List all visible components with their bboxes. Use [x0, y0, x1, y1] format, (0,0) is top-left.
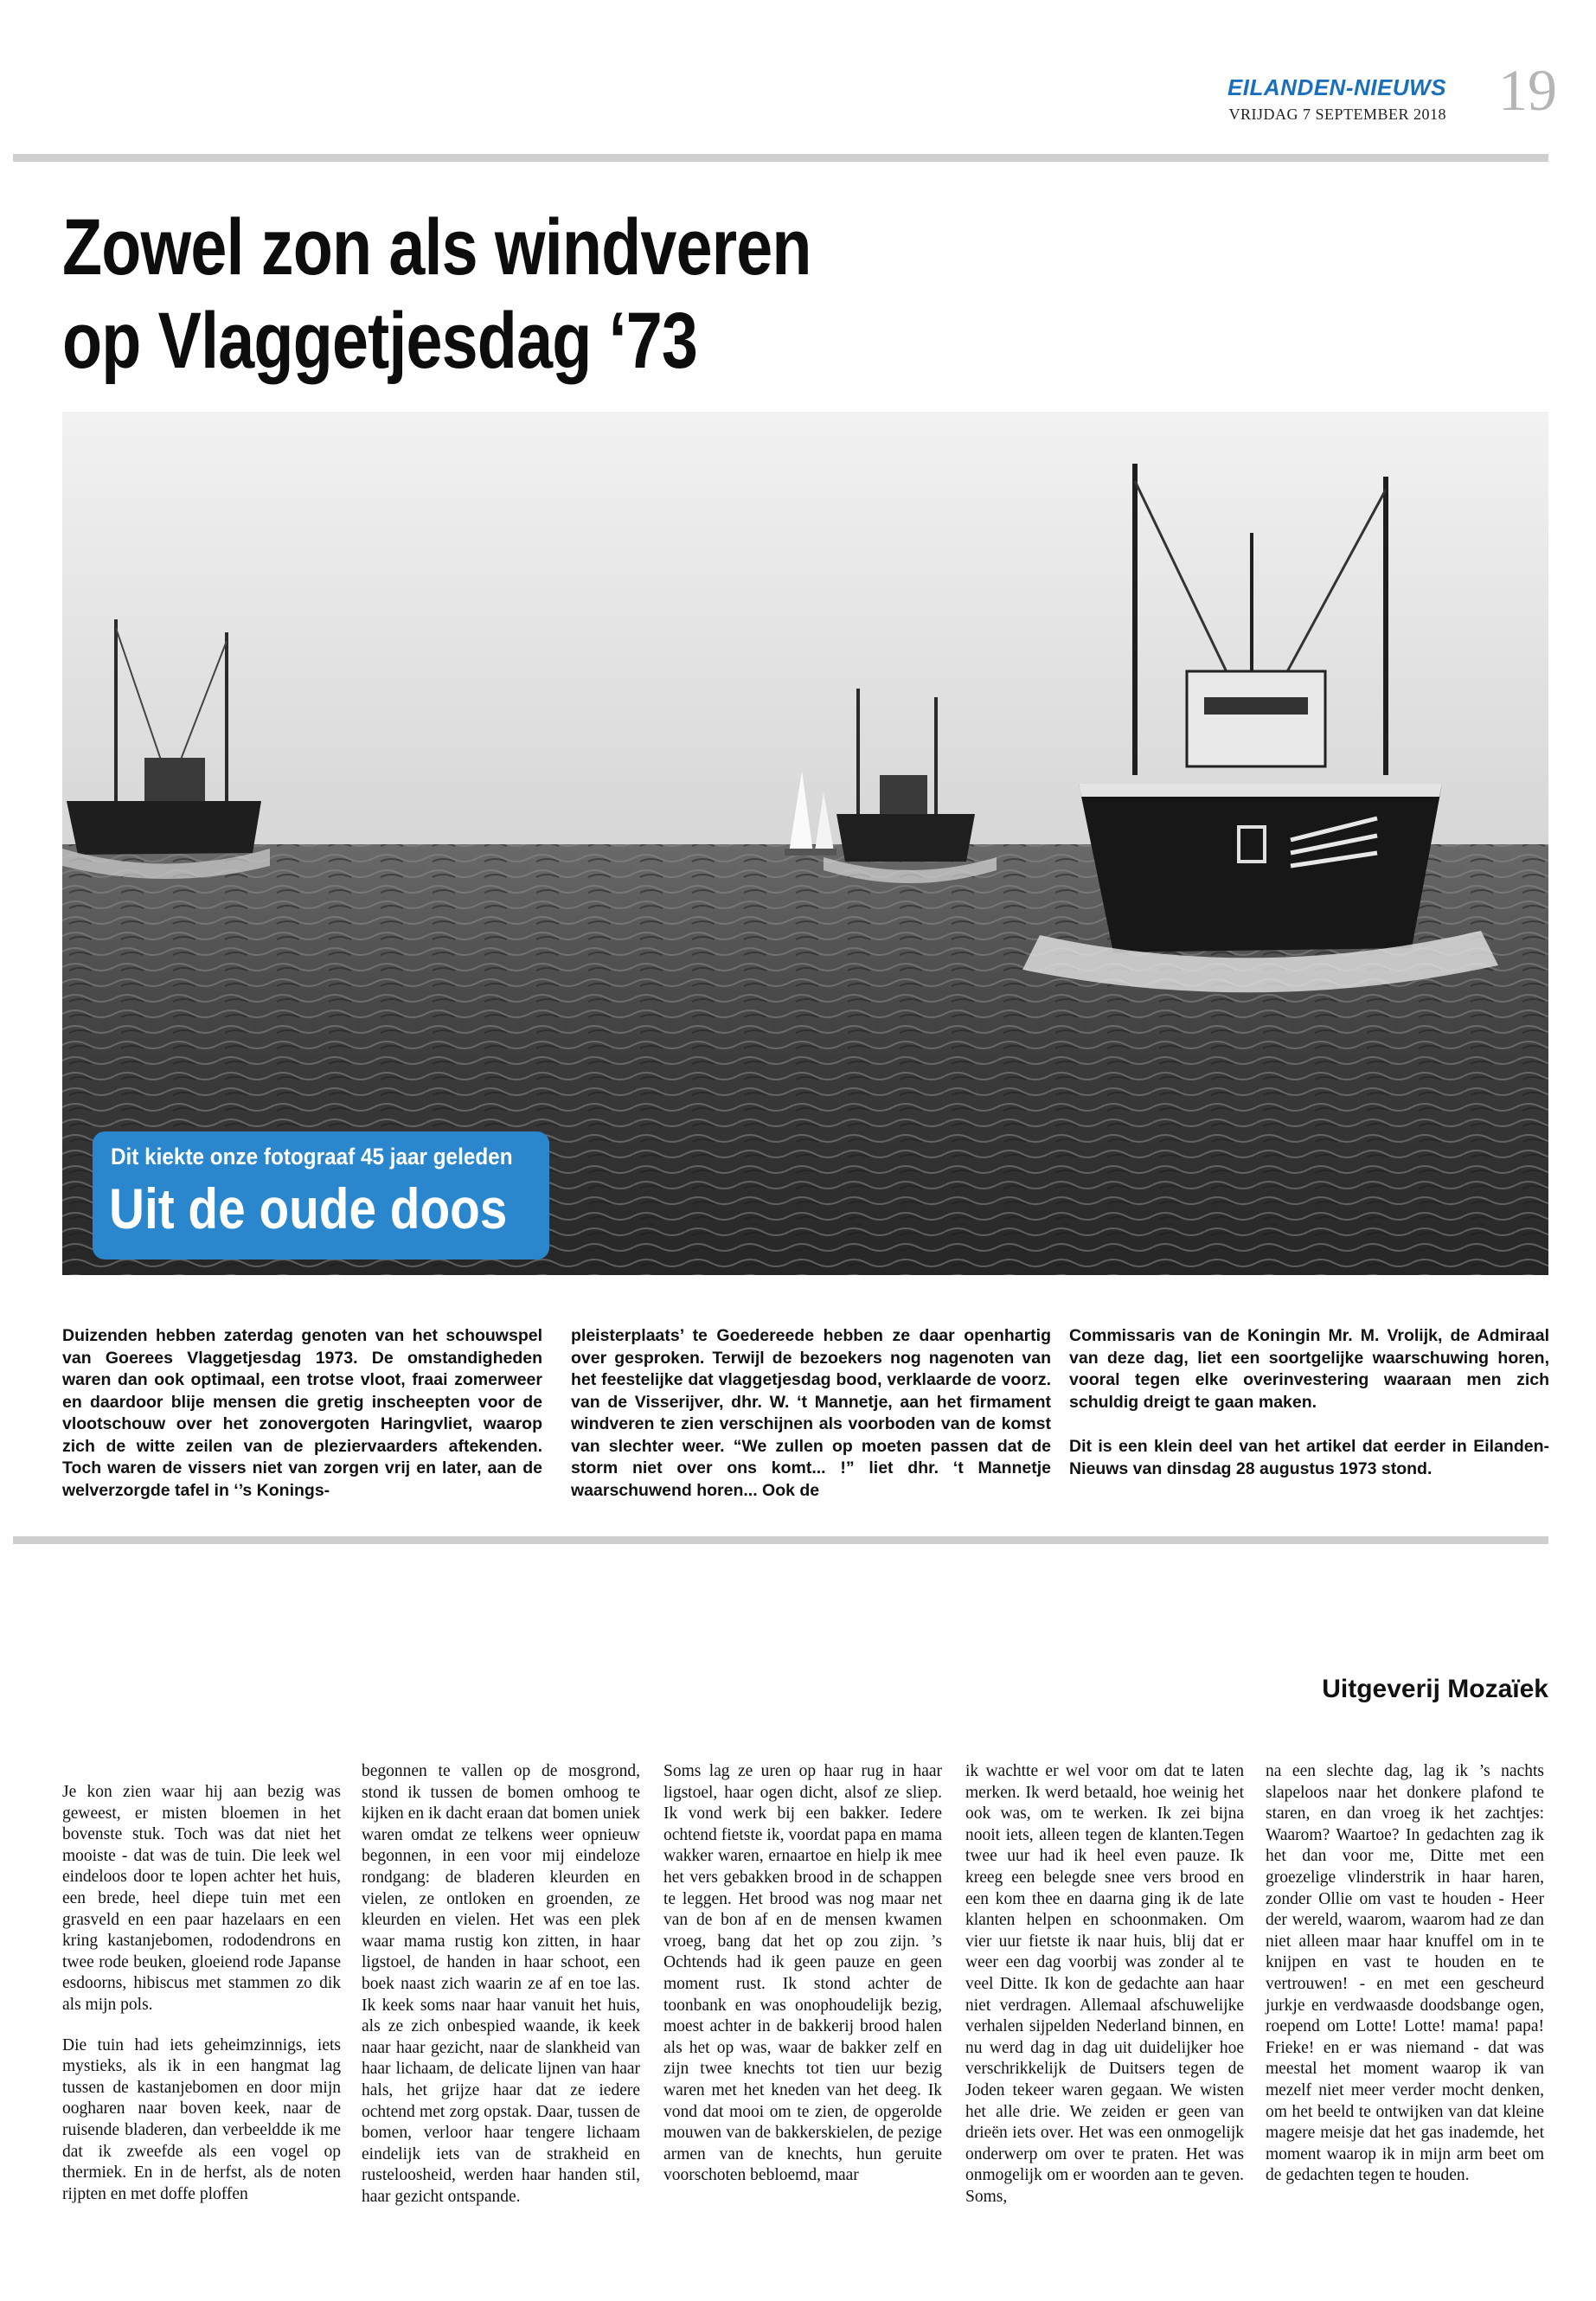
headline-line-1: Zowel zon als windveren	[62, 203, 811, 292]
intro-col1-text: Duizenden hebben zaterdag genoten van het schouwspel van Goerees Vlaggetjesdag 1973. De omstandigheden waren dan ook optimaal, een trotse vloot, fraai zomerweer en daardoor blije mensen die gretig inscheepten voor de vlootschouw over het zonovergoten Haringvliet, waarop zich de witte zeilen van de pleziervaarders aftekenden. Toch waren de vissers niet van zorgen vrij en later, aan de welverzorgde tafel in ‘’s Konings-	[62, 1326, 542, 1500]
page-number: 19	[1498, 57, 1557, 123]
header-divider	[13, 154, 1548, 162]
serial-column-3	[663, 1761, 942, 2206]
intro-column-2	[571, 1325, 1051, 1510]
serial-col4-paragraph-1: ik wachtte er wel voor om dat te laten merken. Ik werd betaald, hoe weinig het ook was, om te werken. Ik zei bijna nooit iets, alleen tegen de klanten.Tegen twee uur had ik heel even pauze. Ik kreeg een belegde snee vers brood en een kom thee en daarna ging ik de late klanten helpen en schoonmaken. Om vier uur fietste ik naar huis, blij dat er weer een dag voorbij was zonder al te veel Ditte. Ik kon de gedachte aan haar niet verdragen. Allemaal afschuwelijke verhalen sijpelden Nederland binnen, en nu werd dag in dag uit duidelijker hoe verschrikkelijk de Duitsers tegen de Joden tekeer waren gegaan. We wisten het alle drie. We zeiden er geen van drieën iets over. Het was een onmogelijk onderwerp om over te praten. Het was onmogelijk om er woorden aan te geven. Soms,	[965, 1762, 1244, 2206]
serial-column-5	[1266, 1761, 1544, 2206]
intro-col2-text: pleisterplaats’ te Goedereede hebben ze daar openhartig over gesproken. Terwijl de bezoekers nog nagenoten van het feestelijke dat vlaggetjesdag bood, verklaarde de voorz. van de Visserijver, dhr. W. ‘t Mannetje, aan het firmament windveren te zien verschijnen als voorboden van de komst van slechter weer. “We zullen op moeten passen dat de storm niet over ons komt... !” liet dhr. ‘t Mannetje waarschuwend horen... Ook de	[571, 1326, 1051, 1500]
headline-line-2: op Vlaggetjesdag ‘73	[62, 297, 698, 385]
serial-col2-paragraph-1: begonnen te vallen op de mosgrond, stond ik tussen de bomen omhoog te kijken en ik dacht eraan dat bomen uniek waren omdat ze telkens weer opnieuw begonnen, in een voor mij eindeloze rondgang: de bladeren kleurden en vielen, ze ontloken en groenden, ze kleurden en vielen. Het was een plek waar mama rustig kon zitten, in haar ligstoel, de handen in haar schoot, een boek naast zich waarin ze af en toe las. Ik keek soms naar haar vanuit het huis, als ze zich onbespied waande, ik keek naar haar gezicht, naar de slankheid van haar lichaam, de delicate lijnen van haar hals, het grijze haar dat ze iedere ochtend met zorg opstak. Daar, tussen de bomen, verloor haar tengere lichaam eindelijk iets van de strakheid en rusteloosheid, werden haar handen stil, haar gezicht ontspande.	[362, 1762, 640, 2206]
intro-col3-text-b: Dit is een klein deel van het artikel dat eerder in Eilanden-Nieuws van dinsdag 28 augustus 1973 stond.	[1069, 1437, 1549, 1478]
badge-subtitle: Dit kiekte onze fotograaf 45 jaar geleden	[111, 1144, 513, 1170]
masthead-logo: EILANDEN-NIEUWS	[1227, 74, 1446, 100]
intro-column-1	[62, 1325, 542, 1510]
serial-column-1	[62, 1782, 341, 2224]
issue-date: VRIJDAG 7 SEPTEMBER 2018	[1228, 106, 1446, 123]
serial-column-2	[362, 1761, 640, 2227]
intro-col3-text-a: Commissaris van de Koningin Mr. M. Vrolijk, de Admiraal van deze dag, liet een soortgelijke waarschuwing horen, vooral tegen elke overinvestering waaraan men zich schuldig dreigt te gaan maken.	[1069, 1326, 1549, 1412]
publisher-credit: Uitgeverij Mozaïek	[1322, 1675, 1548, 1703]
serial-col1-paragraph-1: Je kon zien waar hij aan bezig was geweest, er misten bloemen in het bovenste stuk. Toch was dat niet het mooiste - dat was de tuin. Die leek wel eindeloos door te lopen achter het huis, een brede, heel diepe tuin met een grasveld en een paar hazelaars en een kring kastanjebomen, rododendrons en twee rode beuken, gloeiend rode Japanse esdoorns, hibiscus met stammen zo dik als mijn pols.	[62, 1783, 341, 2014]
section-divider	[13, 1536, 1548, 1544]
headline	[62, 201, 1126, 388]
intro-column-3	[1069, 1325, 1549, 1489]
serial-col5-paragraph-1: na een slechte dag, lag ik ’s nachts slapeloos naar het donkere plafond te staren, en dan vroeg ik het zachtjes: Waarom? Waartoe? In gedachten zag ik het dan voor me, Ditte met een groezelige vlinderstrik in haar haren, zonder Ollie om vast te houden - Heer der wereld, waarom, waarom had ze dan niet alleen maar haar knuffel om in te knijpen en vast te houden en te vertrouwen! - en met een gescheurd jurkje en verdwaasde doodsbange ogen, roepend om Lotte! Lotte! mama! papa! Frieke! en er was niemand - dat was meestal het moment waarop ik van mezelf niet meer verder mocht denken, om het beeld te ontwijken van dat kleine magere meisje dat het gas inademde, het moment waarop ik in mijn arm beet om de gedachten tegen te houden.	[1266, 1762, 1544, 2185]
badge-title: Uit de oude doos	[109, 1176, 508, 1240]
serial-column-4	[965, 1761, 1244, 2227]
serial-col3-paragraph-1: Soms lag ze uren op haar rug in haar ligstoel, haar ogen dicht, alsof ze sliep. Ik vond werk bij een bakker. Iedere ochtend fietste ik, voordat papa en mama wakker waren, ernaartoe en hielp ik mee het vers gebakken brood in de schappen te leggen. Het brood was nog maar net van de bon af en de mensen kwamen vroeg, bang dat het op zou zijn. ’s Ochtends had ik geen pauze en geen moment rust. Ik stond achter de toonbank en was onophoudelijk bezig, moest achter in de bakkerij brood halen als het op was, waar de bakker zelf en zijn twee knechts tot tien uur bezig waren met het kneden van het deeg. Ik vond dat mooi om te zien, de opgerolde mouwen van de bakkerskielen, de pezige armen van de knechts, hun geruite voorschoten bebloemd, maar	[663, 1762, 942, 2185]
serial-col1-paragraph-2: Die tuin had iets geheimzinnigs, iets mystieks, als ik in een hangmat lag tussen de kastanjebomen en door mijn ooghаren naar boven keek, naar de ruisende bladeren, dan verbeeldde ik me dat ik zweefde als een vogel op thermiek. En in de herfst, als de noten rijpten en met doffe ploffen	[62, 2035, 341, 2203]
